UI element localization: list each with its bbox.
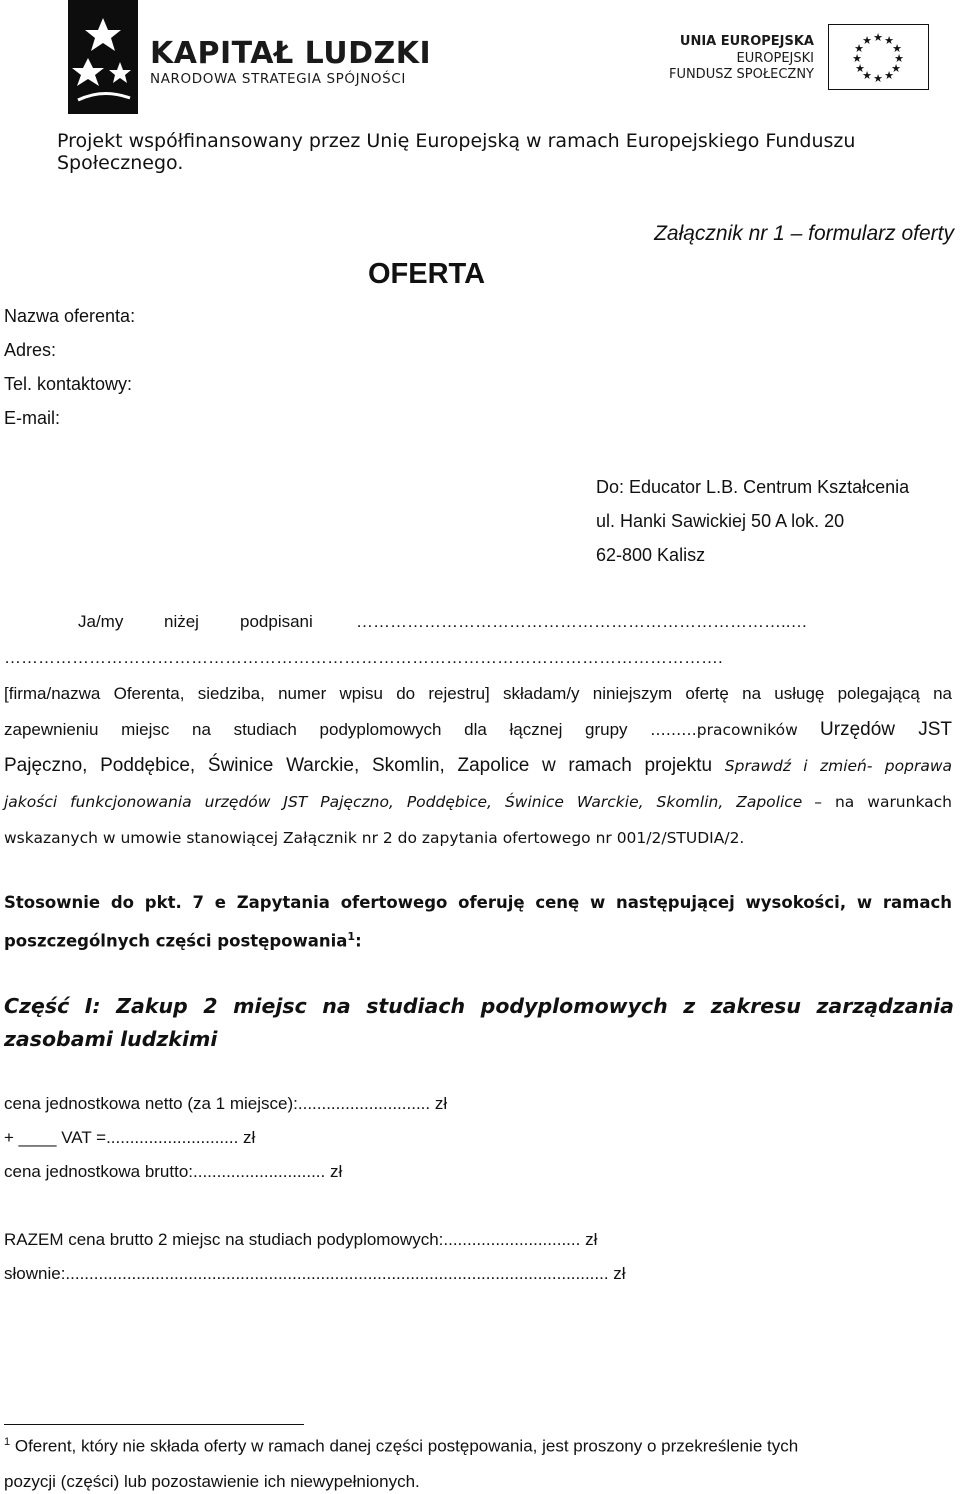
intro-line-4-b: ………pracowników [650, 721, 798, 739]
phone-label: Tel. kontaktowy: [4, 374, 133, 394]
address-label: Adres: [4, 340, 57, 360]
footnote-text-1: Oferent, który nie składa oferty w ramach danej części postępowania, jest proszony o przekreślenie tych [10, 1436, 799, 1456]
svg-text:★: ★ [873, 72, 883, 85]
eu-logo-line2: EUROPEJSKI [736, 50, 814, 66]
addressee-line-1: Do: Educator L.B. Centrum Kształcenia [596, 477, 910, 497]
footnote-separator [4, 1424, 304, 1425]
svg-text:★: ★ [892, 42, 902, 55]
intro-line-3: [firma/nazwa Oferenta, siedziba, numer wpisu do rejestru] składam/y niniejszym ofertę na usługę polegającą na [4, 684, 952, 703]
pricing-intro-text: poszczególnych części postępowania [4, 931, 348, 951]
intro-line-5-b: Sprawdź i zmień- poprawa [724, 757, 952, 775]
svg-text:★: ★ [894, 52, 904, 65]
intro-line-5-a: Pajęczno, Poddębice, Świnice Warckie, Skomlin, Zapolice w ramach projektu [4, 755, 725, 776]
eu-logo-line3: FUNDUSZ SPOŁECZNY [668, 67, 814, 82]
total-gross-line: RAZEM cena brutto 2 miejsc na studiach podyplomowych:............................. zł [4, 1230, 598, 1249]
footnote-line-1 [4, 1436, 944, 1457]
svg-text:★: ★ [873, 31, 883, 44]
addressee-line-3: 62-800 Kalisz [596, 545, 706, 565]
intro-dots-line: ………………………………………………………………………………………………………………. [4, 648, 723, 667]
svg-text:★: ★ [884, 34, 894, 47]
kapital-ludzki-subtitle: NARODOWA STRATEGIA SPÓJNOŚCI [150, 71, 406, 87]
stars-figure-icon [68, 0, 138, 114]
footnote-mark: 1 [4, 1436, 11, 1448]
svg-text:★: ★ [862, 69, 872, 82]
pricing-intro-line-2 [4, 920, 362, 959]
intro-paragraph [4, 604, 952, 874]
intro-line-6 [4, 784, 952, 820]
intro-line-7: wskazanych w umowie stanowiącej Załącznik nr 2 do zapytania ofertowego nr 001/2/STUDIA/2. [4, 829, 745, 847]
intro-line-4 [4, 712, 952, 748]
svg-text:★: ★ [854, 42, 864, 55]
intro-word-2: niżej [164, 612, 199, 631]
intro-word-3: podpisani [240, 612, 313, 631]
cofinancing-banner: Projekt współfinansowany przez Unię Europejską w ramach Europejskiego Funduszu Społecznego. [57, 130, 856, 174]
svg-text:★: ★ [891, 62, 901, 75]
annex-label: Załącznik nr 1 – formularz oferty [654, 222, 954, 245]
eu-logo-text [669, 34, 814, 84]
footnote-ref: 1 [347, 930, 356, 943]
eu-logo-line1: UNIA EUROPEJSKA [679, 34, 814, 49]
intro-line-4-a: zapewnieniu miejsc na studiach podyplomowych dla łącznej grupy [4, 720, 651, 739]
intro-dots-1: …………………………………………………………………..… [356, 612, 808, 631]
svg-text:★: ★ [862, 34, 872, 47]
document-title: OFERTA [368, 258, 486, 290]
footnote-line-2: pozycji (części) lub pozostawienie ich niewypełnionych. [4, 1472, 420, 1491]
kapital-ludzki-logo-mark [68, 0, 138, 114]
section-title: Część I: Zakup 2 miejsc na studiach podyplomowych z zakresu zarządzania zasobami ludzkimi [4, 994, 954, 1051]
amount-in-words-line: słownie:................................................................................................................... zł [4, 1264, 626, 1283]
svg-text:★: ★ [852, 52, 862, 65]
eu-flag-icon [828, 24, 929, 90]
net-unit-price-line: cena jednostkowa netto (za 1 miejsce):............................ zł [4, 1094, 448, 1113]
pricing-intro-colon: : [355, 931, 362, 951]
eu-stars-icon [829, 25, 927, 88]
vat-line: + ____ VAT =............................ zł [4, 1128, 256, 1147]
gross-unit-price-line: cena jednostkowa brutto:............................ zł [4, 1162, 343, 1181]
intro-line-6-a: jakości funkcjonowania urzędów JST Pajęczno, Poddębice, Świnice Warckie, Skomlin, Zapolice [4, 793, 803, 811]
kapital-ludzki-title: KAPITAŁ LUDZKI [150, 36, 432, 71]
intro-line-4-c: Urzędów JST [820, 719, 952, 740]
addressee-line-2: ul. Hanki Sawickiej 50 A lok. 20 [596, 511, 845, 531]
svg-text:★: ★ [855, 62, 865, 75]
email-label: E-mail: [4, 408, 61, 428]
intro-word-1: Ja/my [78, 612, 124, 631]
intro-line-5 [4, 748, 952, 784]
bidder-name-label: Nazwa oferenta: [4, 306, 136, 326]
pricing-intro-line-1: Stosownie do pkt. 7 e Zapytania ofertowego oferuję cenę w następującej wysokości, w ramach [4, 893, 952, 912]
svg-text:★: ★ [884, 69, 894, 82]
intro-line-1 [78, 604, 954, 640]
intro-line-6-b: – na warunkach [814, 793, 953, 811]
